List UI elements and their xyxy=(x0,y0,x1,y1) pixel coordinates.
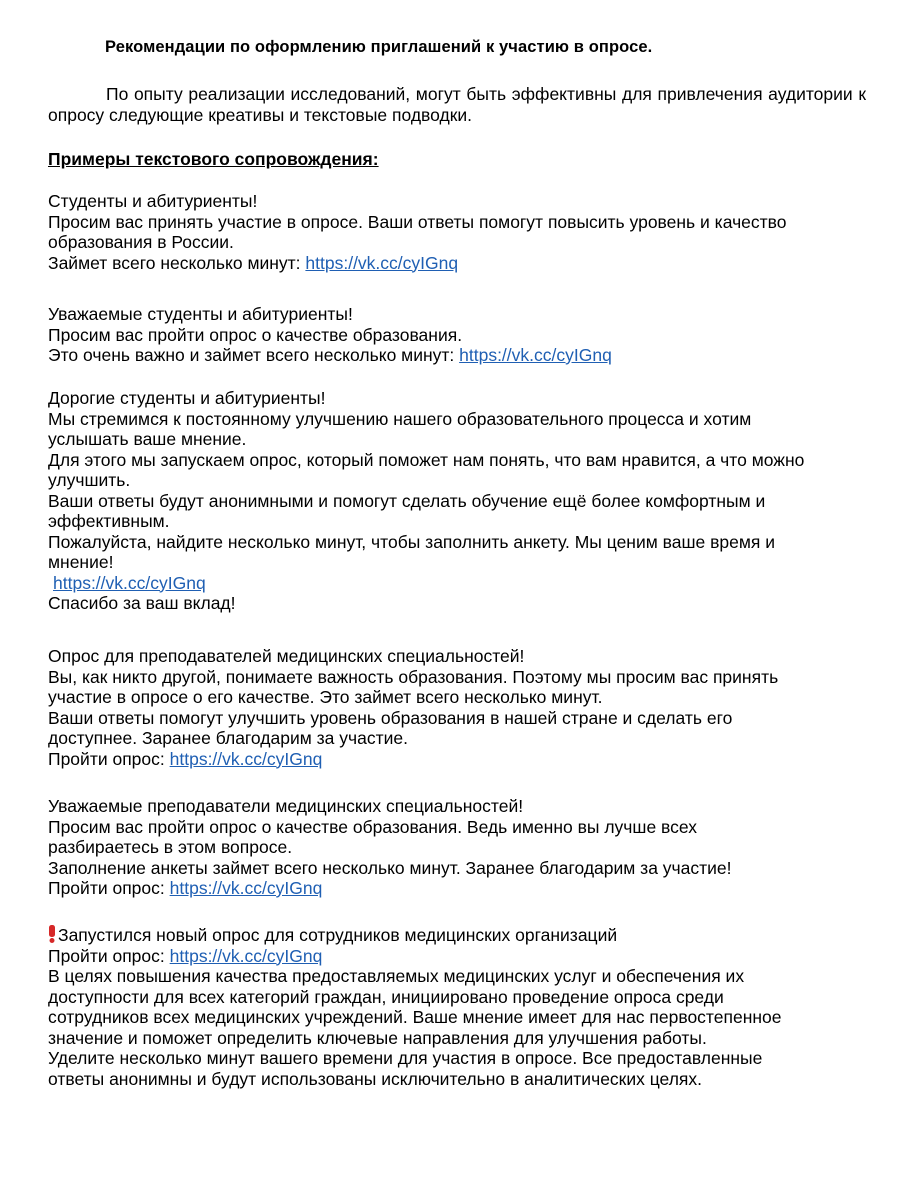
block-line: Просим вас принять участие в опросе. Ваши ответы помогут повысить уровень и качество xyxy=(48,211,787,232)
survey-link[interactable]: https://vk.cc/cyIGnq xyxy=(459,345,612,365)
block-headline: Запустился новый опрос для сотрудников медицинских организаций xyxy=(58,925,618,945)
example-block-teachers-2 xyxy=(48,796,878,899)
block-line: Вы, как никто другой, понимаете важность образования. Поэтому мы просим вас принять xyxy=(48,666,779,687)
survey-link[interactable]: https://vk.cc/cyIGnq xyxy=(169,748,323,769)
block-line: Уважаемые преподаватели медицинских специальностей! xyxy=(48,796,524,816)
block-line: Для этого мы запускаем опрос, который поможет нам понять, что вам нравится, а что можно xyxy=(48,449,805,470)
examples-heading: Примеры текстового сопровождения: xyxy=(48,149,379,169)
survey-link[interactable]: https://vk.cc/cyIGnq xyxy=(169,945,323,966)
link-prefix: Пройти опрос: xyxy=(48,748,170,769)
example-block-teachers-1 xyxy=(48,646,878,769)
block-line: Заполнение анкеты займет всего несколько минут. Заранее благодарим за участие! xyxy=(48,857,732,878)
link-line xyxy=(48,749,878,770)
block-line: Мы стремимся к постоянному улучшению нашего образовательного процесса и хотим xyxy=(48,408,752,429)
block-line: Опрос для преподавателей медицинских специальностей! xyxy=(48,646,525,666)
link-line xyxy=(48,253,878,274)
block-line: Уважаемые студенты и абитуриенты! xyxy=(48,304,353,324)
block-line: Дорогие студенты и абитуриенты! xyxy=(48,388,326,408)
block-line: доступности для всех категорий граждан, инициировано проведение опроса среди xyxy=(48,986,724,1007)
exclamation-mark-icon xyxy=(48,925,56,943)
block-line: Ваши ответы помогут улучшить уровень образования в нашей стране и сделать его xyxy=(48,707,733,728)
link-prefix: Пройти опрос: xyxy=(48,945,170,966)
block-line: образования в России. xyxy=(48,232,234,252)
link-line xyxy=(48,573,878,594)
block-line: участие в опросе о его качестве. Это займет всего несколько минут. xyxy=(48,687,603,707)
headline-line xyxy=(48,925,878,946)
block-line: доступнее. Заранее благодарим за участие. xyxy=(48,728,408,748)
document-title: Рекомендации по оформлению приглашений к участию в опросе. xyxy=(105,38,653,56)
link-prefix: Пройти опрос: xyxy=(48,878,170,898)
block-line: значение и поможет определить ключевые направления для улучшения работы. xyxy=(48,1027,707,1048)
example-block-students-2 xyxy=(48,304,878,366)
link-prefix: Займет всего несколько минут: xyxy=(48,252,306,273)
block-line: Студенты и абитуриенты! xyxy=(48,191,258,211)
block-line: ответы анонимны и будут использованы исключительно в аналитических целях. xyxy=(48,1068,703,1089)
example-block-students-1 xyxy=(48,191,878,273)
block-line: услышать ваше мнение. xyxy=(48,429,247,449)
block-line: улучшить. xyxy=(48,470,131,490)
block-line: Просим вас пройти опрос о качестве образования. xyxy=(48,324,463,345)
survey-link[interactable]: https://vk.cc/cyIGnq xyxy=(53,572,206,593)
example-block-students-3 xyxy=(48,388,878,614)
intro-paragraph: По опыту реализации исследований, могут быть эффективны для привлечения аудитории к опросу следующие креативы и текстовые подводки. xyxy=(48,84,866,125)
link-prefix: Это очень важно и займет всего несколько минут: xyxy=(48,345,460,365)
block-line: В целях повышения качества предоставляемых медицинских услуг и обеспечения их xyxy=(48,966,745,986)
block-line: эффективным. xyxy=(48,511,170,531)
block-line: Ваши ответы будут анонимными и помогут сделать обучение ещё более комфортным и xyxy=(48,490,766,511)
block-line: сотрудников всех медицинских учреждений. Ваше мнение имеет для нас первостепенное xyxy=(48,1007,782,1027)
survey-link[interactable]: https://vk.cc/cyIGnq xyxy=(305,252,459,273)
link-line xyxy=(48,345,878,366)
block-line: разбираетесь в этом вопросе. xyxy=(48,837,293,857)
link-line xyxy=(48,946,878,967)
block-line: Уделите несколько минут вашего времени для участия в опросе. Все предоставленные xyxy=(48,1048,763,1068)
example-block-medical-staff xyxy=(48,925,878,1089)
link-line xyxy=(48,878,878,899)
block-line: Просим вас пройти опрос о качестве образования. Ведь именно вы лучше всех xyxy=(48,816,697,837)
survey-link[interactable]: https://vk.cc/cyIGnq xyxy=(169,878,323,898)
block-line: Пожалуйста, найдите несколько минут, чтобы заполнить анкету. Мы ценим ваше время и xyxy=(48,531,776,552)
block-line: мнение! xyxy=(48,552,114,572)
block-closing: Спасибо за ваш вклад! xyxy=(48,593,236,613)
